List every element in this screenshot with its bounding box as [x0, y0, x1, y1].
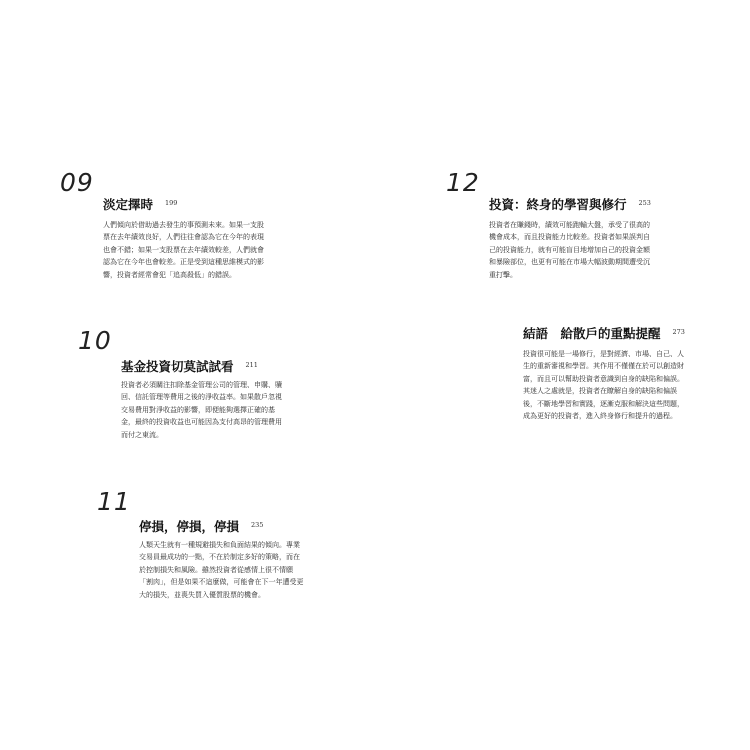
- summary-line: 重打擊。: [489, 270, 517, 279]
- summary-line: 己的投資能力，就有可能盲目地增加自己的投資金額: [489, 245, 650, 254]
- chapter-title: 淡定擇時: [103, 197, 154, 212]
- page-number: 235: [251, 521, 264, 529]
- summary-line: 後，不斷地學習和實踐，逐漸克服和解決這些問題，: [523, 399, 684, 408]
- chapter-summary: [121, 379, 282, 441]
- summary-line: 其迷人之處就是，投資者在瞭解自身的缺陷和偏誤: [523, 387, 677, 396]
- chapter-heading: [121, 356, 258, 375]
- summary-line: 人們傾向於借助過去發生的事預測未來。如果一支股: [103, 221, 264, 229]
- chapter-number: 11: [97, 487, 131, 516]
- chapter-heading: [139, 516, 263, 535]
- summary-line: 投資很可能是一場修行，是對經濟、市場、自己、人: [523, 350, 684, 358]
- page-number: 253: [638, 199, 651, 207]
- summary-line: 也會不錯；如果一支股票在去年績效較差，人們就會: [103, 245, 264, 254]
- chapter-title: 結語 給散戶的重點提醒: [523, 326, 661, 341]
- summary-line: 交易員最成功的一點，不在於制定多好的策略，而在: [139, 553, 300, 562]
- chapter-heading: [489, 194, 651, 213]
- chapter-summary: [523, 348, 684, 422]
- chapter-title: 基金投資切莫試試看: [121, 359, 234, 374]
- summary-line: 交易費用對淨收益的影響，即便能夠選擇正確的基: [121, 405, 275, 414]
- summary-line: 認為它在今年也會較差。正是受到這種思維模式的影: [103, 258, 264, 267]
- chapter-title: 投資：終身的學習與修行: [489, 197, 627, 212]
- summary-line: 和暴險部位，也更有可能在市場大幅波動期間遭受沉: [489, 258, 650, 267]
- chapter-number: 09: [60, 168, 94, 197]
- chapter-title: 停損，停損，停損: [139, 519, 240, 534]
- page-number: 273: [672, 328, 685, 336]
- chapter-heading: [523, 323, 685, 342]
- summary-line: 投資者必須關注扣除基金管理公司的管理、申購、贖: [121, 381, 282, 389]
- summary-line: 於控制損失和風險。雖然投資者從感情上很不情願: [139, 565, 293, 574]
- chapter-number: 10: [78, 326, 112, 355]
- summary-line: 人類天生就有一種規避損失和負面結果的傾向。專業: [139, 541, 300, 549]
- chapter-heading: [103, 194, 177, 213]
- summary-line: 金，最終的投資收益也可能因為支付高昂的管理費用: [121, 418, 282, 427]
- chapter-summary: [139, 539, 304, 601]
- summary-line: 大的損失，並喪失買入優質股票的機會。: [139, 590, 265, 599]
- summary-line: 機會成本，而且投資能力比較差。投資者如果誤判自: [489, 233, 650, 242]
- summary-line: 成為更好的投資者，進入終身修行和提升的過程。: [523, 412, 677, 421]
- summary-line: 富，而且可以幫助投資者意識到自身的缺陷和偏誤。: [523, 374, 684, 383]
- summary-line: 生的重新審視和學習。其作用不僅僅在於可以創造財: [523, 362, 684, 371]
- summary-line: 「割肉」，但是如果不這麼做，可能會在下一年遭受更: [139, 578, 304, 587]
- summary-line: 而付之東流。: [121, 430, 163, 439]
- summary-line: 投資者在賺錢時，績效可能跑輸大盤，承受了很高的: [489, 221, 650, 229]
- chapter-summary: [103, 219, 264, 281]
- chapter-number: 12: [446, 168, 480, 197]
- page-number: 211: [245, 361, 258, 369]
- page-number: 199: [165, 199, 178, 207]
- summary-line: 回、信託管理等費用之後的淨收益率。如果散戶忽視: [121, 393, 282, 402]
- chapter-summary: [489, 219, 650, 281]
- summary-line: 票在去年績效良好，人們往往會認為它在今年的表現: [103, 233, 264, 242]
- summary-line: 響，投資者經常會犯「追高殺低」的錯誤。: [103, 270, 236, 279]
